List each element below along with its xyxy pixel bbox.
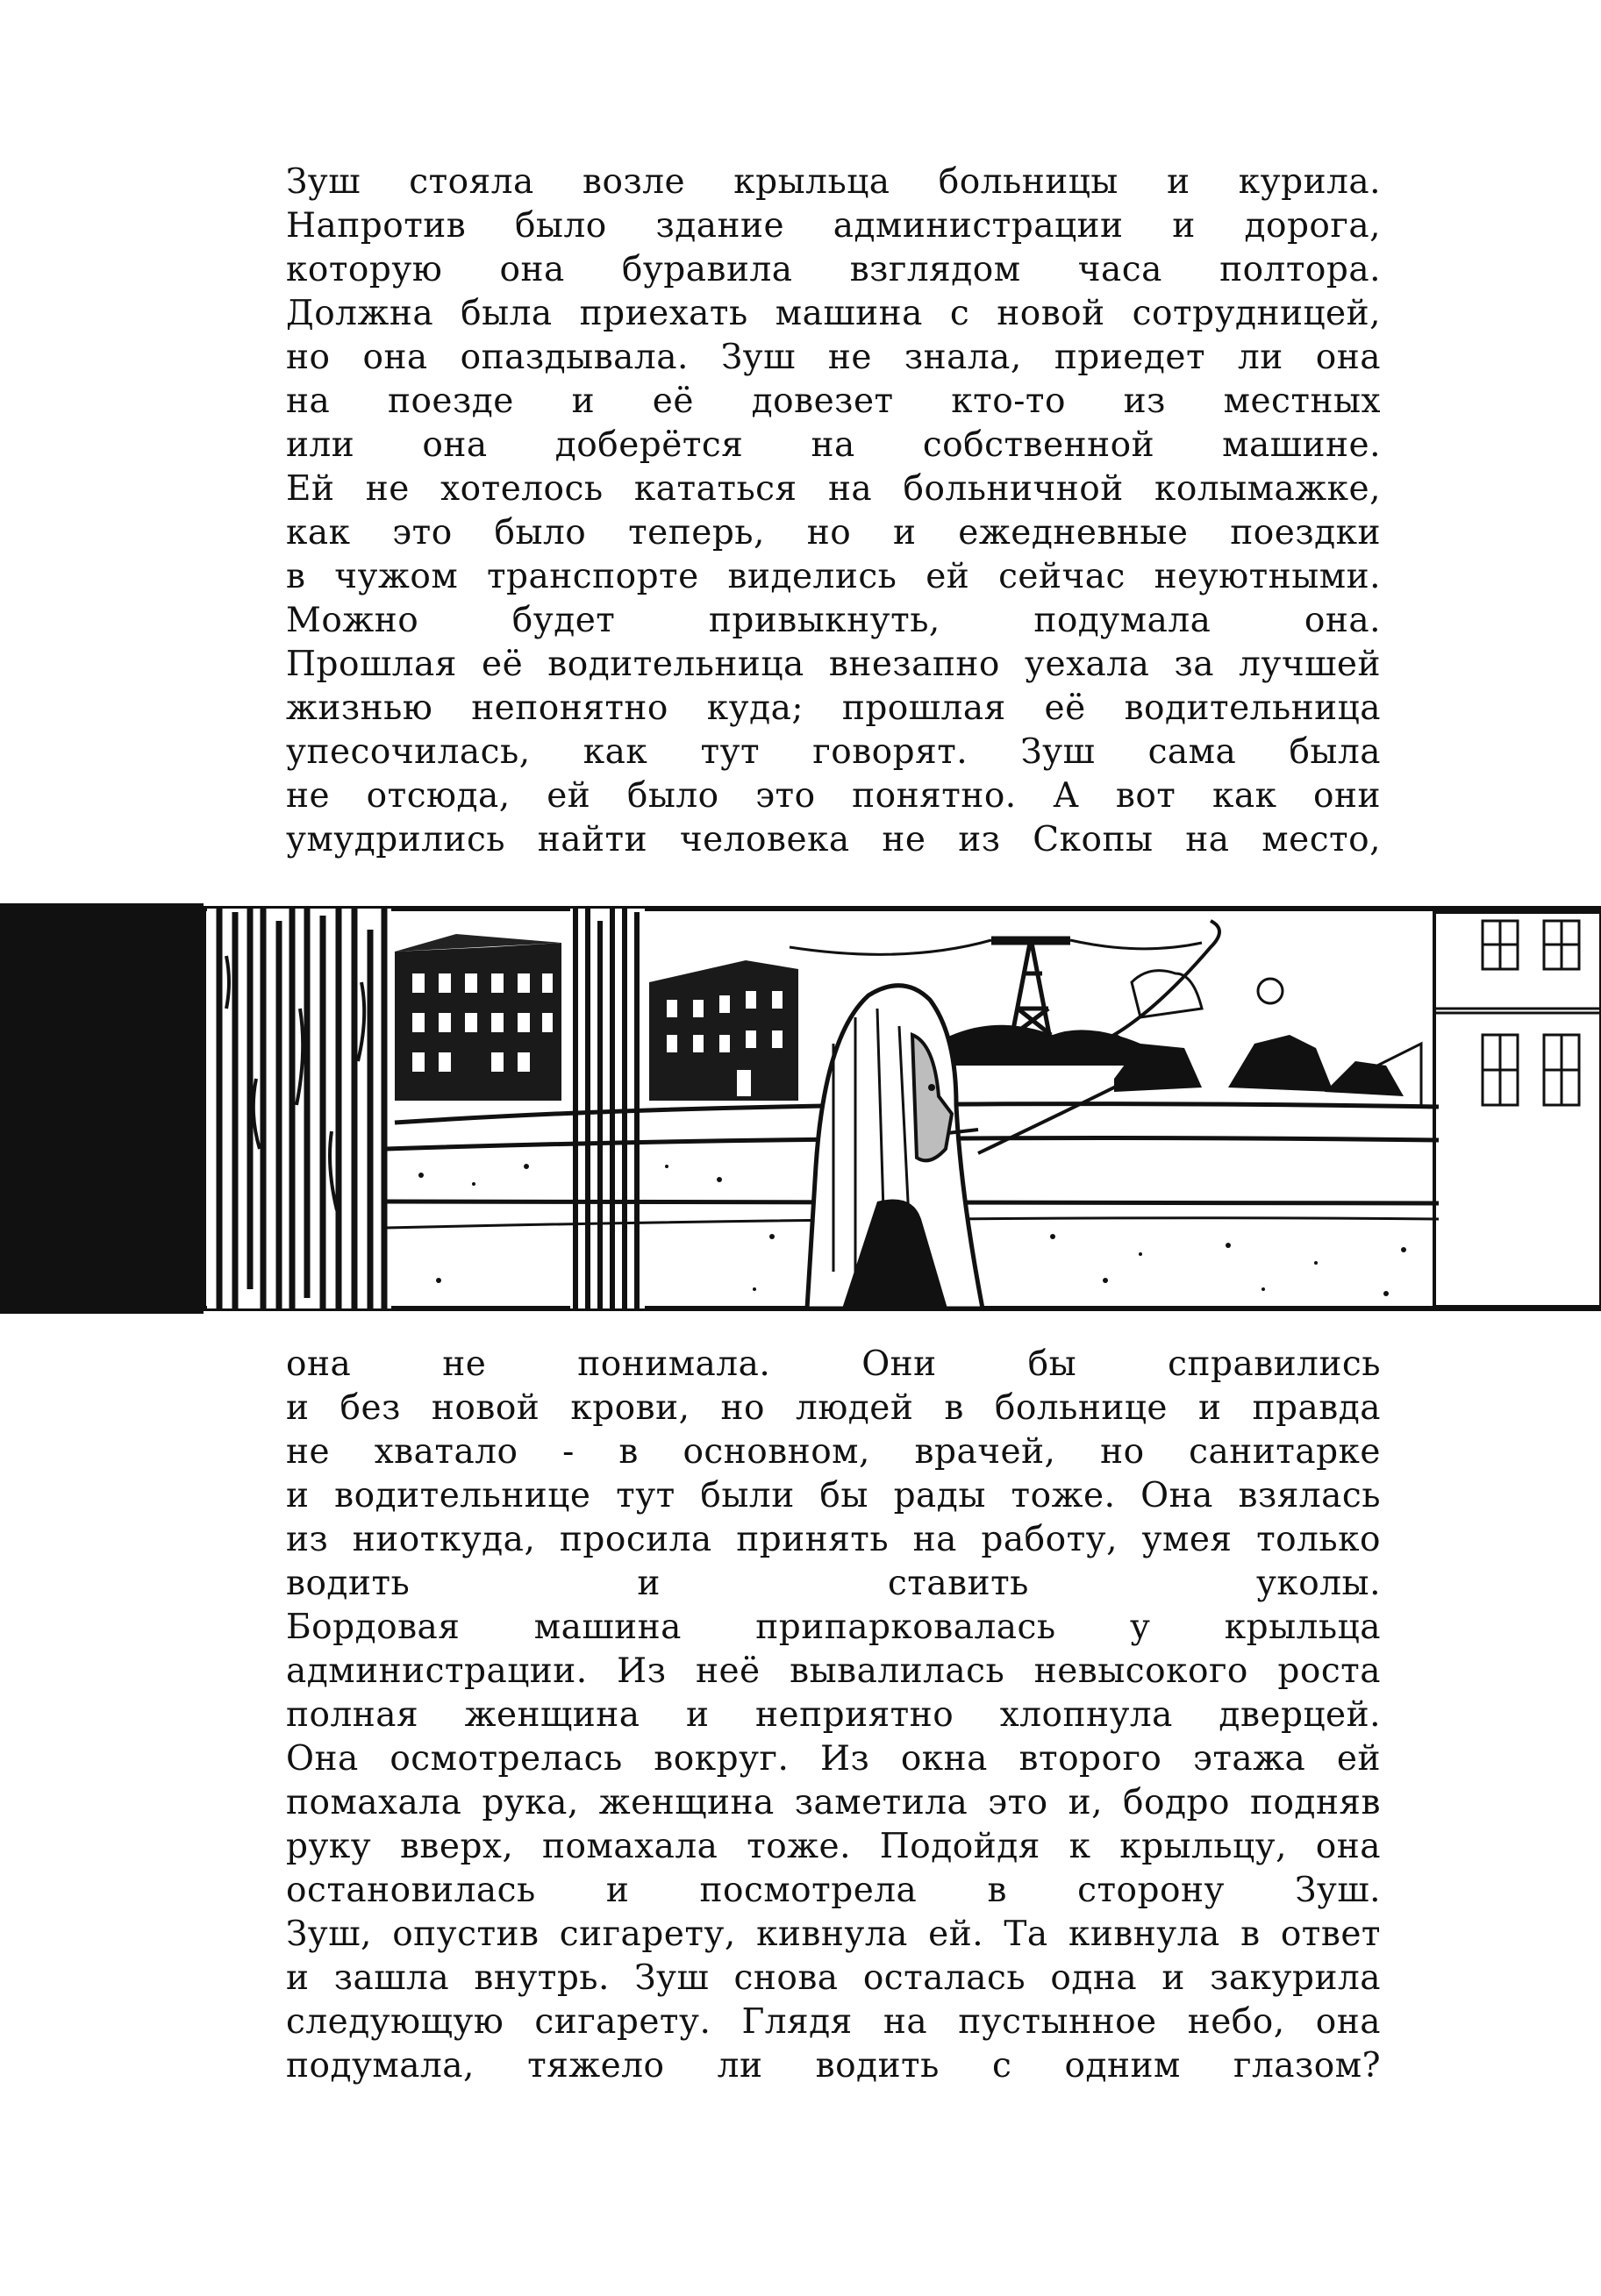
text-line: или она доберётся на собственной машине. — [286, 425, 1381, 465]
text-line: администрации. Из неё вывалилась невысокого роста — [286, 1651, 1381, 1691]
text-line: упесочилась, как тут говорят. Зуш сама была — [286, 732, 1381, 772]
text-line: Ей не хотелось кататься на больничной колымажке, — [286, 469, 1381, 509]
text-line: умудрились найти человека не из Скопы на место, — [286, 820, 1381, 859]
text-line: Должна была приехать машина с новой сотрудницей, — [286, 294, 1381, 333]
text-line: на поезде и её довезет кто-то из местных — [286, 381, 1381, 421]
text-line: не отсюда, ей было это понятно. А вот как они — [286, 776, 1381, 816]
text-line: подумала, тяжело ли водить с одним глазом? — [286, 2046, 1381, 2086]
text-line: Можно будет привыкнуть, подумала она. — [286, 601, 1381, 640]
text-line: как это было теперь, но и ежедневные поездки — [286, 513, 1381, 553]
text-line: Зуш стояла возле крыльца больницы и курила. — [286, 162, 1381, 202]
text-line: и зашла внутрь. Зуш снова осталась одна и закурила — [286, 1958, 1381, 1998]
text-line: руку вверх, помахала тоже. Подойдя к крыльцу, она — [286, 1827, 1381, 1866]
text-line: и водительнице тут были бы рады тоже. Она взялась — [286, 1476, 1381, 1515]
text-line: Она осмотрелась вокруг. Из окна второго этажа ей — [286, 1739, 1381, 1779]
text-line: полная женщина и неприятно хлопнула дверцей. — [286, 1695, 1381, 1735]
text-line: Прошлая её водительница внезапно уехала за лучшей — [286, 645, 1381, 684]
text-line: и без новой крови, но людей в больнице и правда — [286, 1388, 1381, 1428]
text-line: она не понимала. Они бы справились — [286, 1344, 1381, 1384]
text-line: Бордовая машина припарковалась у крыльца — [286, 1608, 1381, 1647]
text-line: которую она буравила взглядом часа полтора. — [286, 250, 1381, 289]
comic-panel — [0, 903, 1601, 1314]
text-block-bottom — [286, 1343, 1381, 2088]
tree-trunk-left — [207, 909, 391, 1308]
eye — [928, 1084, 935, 1091]
text-line: помахала рука, женщина заметила это и, бодро подняв — [286, 1783, 1381, 1822]
text-line: жизнью непонятно куда; прошлая её водительница — [286, 688, 1381, 728]
tree-trunk-middle — [570, 909, 645, 1308]
black-margin-bar — [0, 903, 204, 1314]
text-line: не хватало - в основном, врачей, но санитарке — [286, 1432, 1381, 1472]
text-line: из ниоткуда, просила принять на работу, умея только — [286, 1520, 1381, 1559]
text-line: следующую сигарету. Глядя на пустынное небо, она — [286, 2002, 1381, 2042]
text-line: но она опаздывала. Зуш не знала, приедет ли она — [286, 338, 1381, 377]
text-line: остановилась и посмотрела в сторону Зуш. — [286, 1871, 1381, 1910]
text-line: Напротив было здание администрации и дорога, — [286, 206, 1381, 246]
text-block-top — [286, 160, 1381, 862]
building-dark-2 — [649, 960, 798, 1101]
text-line: водить и ставить уколы. — [286, 1564, 1381, 1603]
text-line: Зуш, опустив сигарету, кивнула ей. Та кивнула в ответ — [286, 1915, 1381, 1954]
building-dark-1 — [395, 934, 561, 1101]
text-line: в чужом транспорте виделись ей сейчас неуютными. — [286, 557, 1381, 596]
